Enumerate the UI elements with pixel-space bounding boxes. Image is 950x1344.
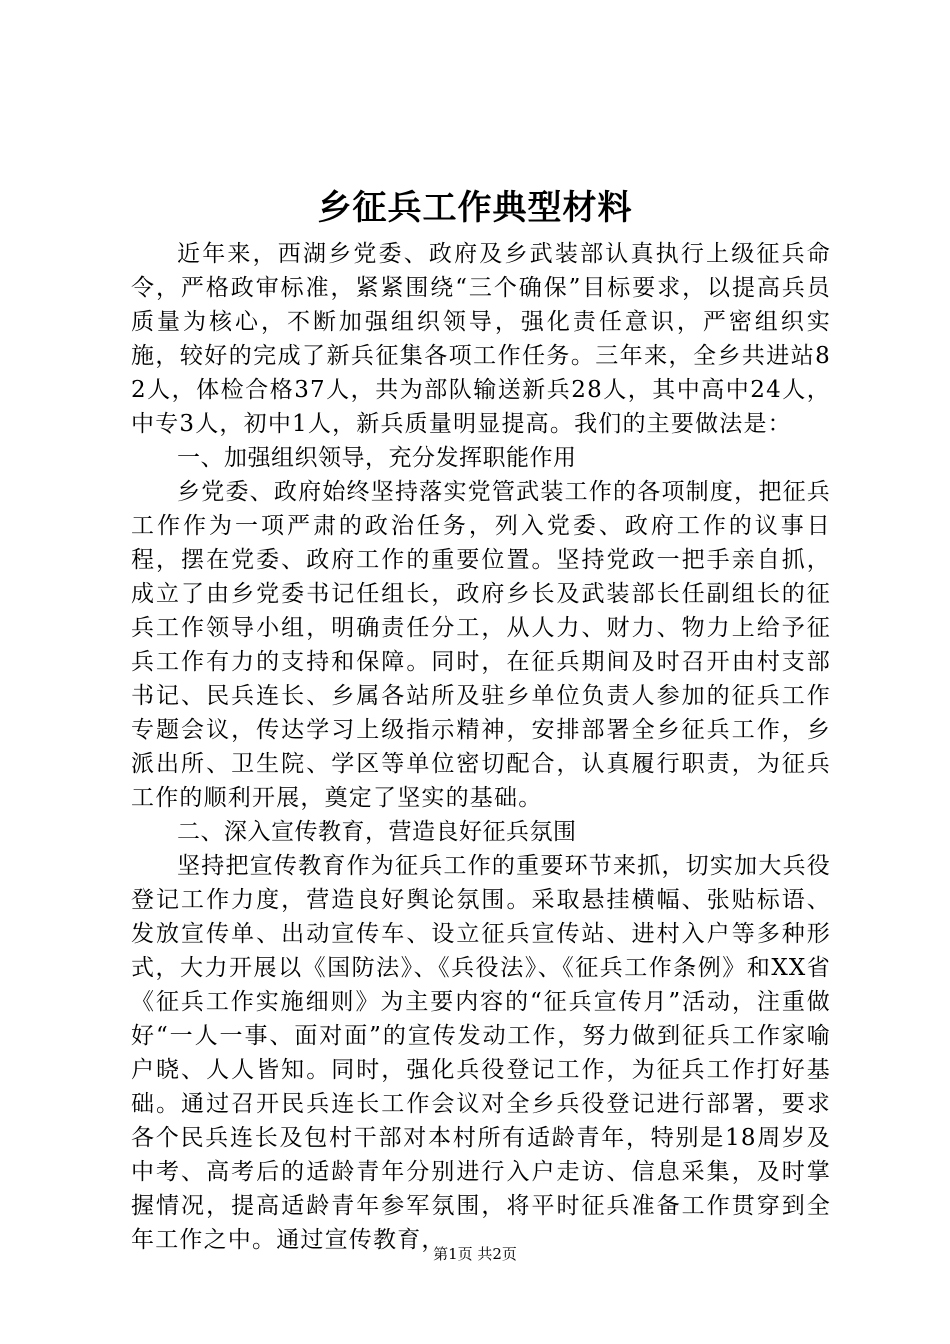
document-body bbox=[131, 237, 831, 1257]
document-title: 乡征兵工作典型材料 bbox=[317, 188, 633, 228]
section-2-paragraph: 坚持把宣传教育作为征兵工作的重要环节来抓，切实加大兵役登记工作力度，营造良好舆论氛围。采取悬挂横幅、张贴标语、发放宣传单、出动宣传车、设立征兵宣传站、进村入户等多种形式，大力开展以《国防法》、《兵役法》、《征兵工作条例》和XX省《征兵工作实施细则》为主要内容的“征兵宣传月”活动，注重做好“一人一事、面对面”的宣传发动工作，努力做到征兵工作家喻户晓、人人皆知。同时，强化兵役登记工作，为征兵工作打好基础。通过召开民兵连长工作会议对全乡兵役登记进行部署，要求各个民兵连长及包村干部对本村所有适龄青年，特别是18周岁及中考、高考后的适龄青年分别进行入户走访、信息采集，及时掌握情况，提高适龄青年参军氛围，将平时征兵准备工作贯穿到全年工作之中。通过宣传教育， bbox=[131, 853, 831, 1253]
section-heading-1: 一、加强组织领导，充分发挥职能作用 bbox=[177, 445, 577, 471]
intro-paragraph: 近年来，西湖乡党委、政府及乡武装部认真执行上级征兵命令，严格政审标准，紧紧围绕“三个确保”目标要求，以提高兵员质量为核心，不断加强组织领导，强化责任意识，严密组织实施，较好的完成了新兵征集各项工作任务。三年来，全乡共进站82人，体检合格37人，共为部队输送新兵28人，其中高中24人，中专3人，初中1人，新兵质量明显提高。我们的主要做法是： bbox=[131, 241, 831, 437]
page-number-footer: 第1页 共2页 bbox=[433, 1245, 517, 1263]
section-heading-2: 二、深入宣传教育，营造良好征兵氛围 bbox=[177, 819, 577, 845]
section-1-paragraph: 乡党委、政府始终坚持落实党管武装工作的各项制度，把征兵工作作为一项严肃的政治任务，列入党委、政府工作的议事日程，摆在党委、政府工作的重要位置。坚持党政一把手亲自抓，成立了由乡党委书记任组长，政府乡长及武装部长任副组长的征兵工作领导小组，明确责任分工，从人力、财力、物力上给予征兵工作有力的支持和保障。同时，在征兵期间及时召开由村支部书记、民兵连长、乡属各站所及驻乡单位负责人参加的征兵工作专题会议，传达学习上级指示精神，安排部署全乡征兵工作，乡派出所、卫生院、学区等单位密切配合，认真履行职责，为征兵工作的顺利开展，奠定了坚实的基础。 bbox=[131, 479, 831, 811]
